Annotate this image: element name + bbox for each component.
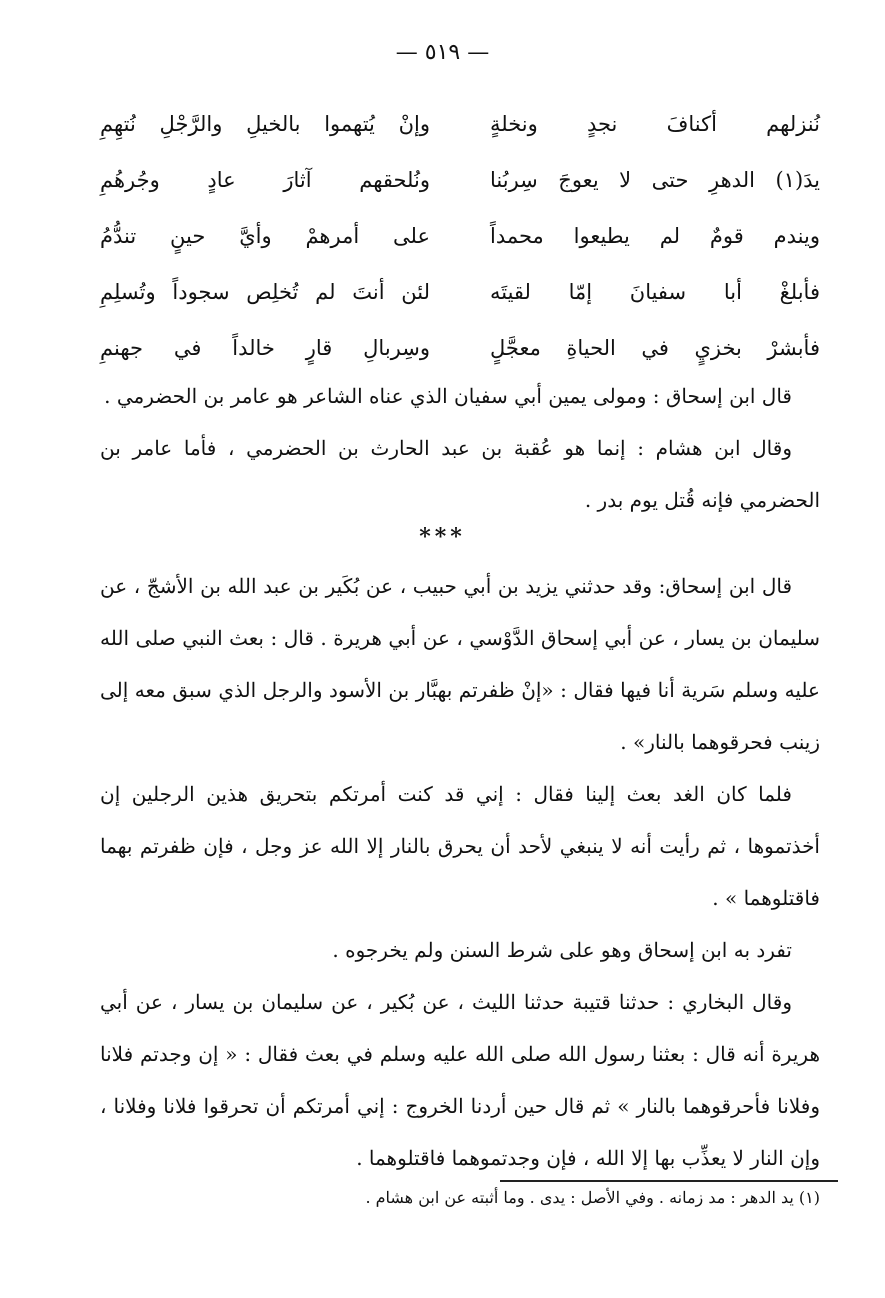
paragraph-next-day: فلما كان الغد بعث إلينا فقال : إني قد كنت أمرتكم بتحريق هذين الرجلين إن أخذتموها ، ثم رأيت أنه لا ينبغي لأحد أن يحرق بالنار إلا الله عز وجل ، فإن ظفرتم بهما فاقتلوهما » . <box>100 782 820 910</box>
verse-second-hemistich: لئن أنتَ لم تُخلِص سجوداً وتُسلِمِ <box>100 280 430 304</box>
verse-line <box>100 96 820 152</box>
section-separator: *** <box>419 524 466 550</box>
verse-first-hemistich: فأبلغْ أبا سفيانَ إمّا لقيتَه <box>490 280 820 304</box>
verse-first-hemistich: ويندم قومٌ لم يطيعوا محمداً <box>490 224 820 248</box>
footnote-divider <box>500 1180 838 1182</box>
verse-second-hemistich: ونُلحقهم آثارَ عادٍ وجُرهُمِ <box>100 168 430 192</box>
verse-line <box>100 320 820 376</box>
verse-first-hemistich: فأبشرْ بخزيٍ في الحياةِ معجَّلٍ <box>490 336 820 360</box>
verse-line <box>100 208 820 264</box>
paragraph-ibn-hisham-note: وقال ابن هشام : إنما هو عُقبة بن عبد الحارث بن الحضرمي ، فأما عامر بن الحضرمي فإنه قُتل يوم بدر . <box>100 436 820 512</box>
paragraph-ibn-ishaq-note: قال ابن إسحاق : ومولى يمين أبي سفيان الذي عناه الشاعر هو عامر بن الحضرمي . <box>104 384 792 408</box>
verse-line <box>100 152 820 208</box>
paragraph-tafarrud: تفرد به ابن إسحاق وهو على شرط السنن ولم يخرجوه . <box>332 938 792 962</box>
verse-first-hemistich: نُنزلهم أكنافَ نجدٍ ونخلةٍ <box>490 112 820 136</box>
footnote: (١) يد الدهر : مد زمانه . وفي الأصل : يدى . وما أثبته عن ابن هشام . <box>365 1188 820 1207</box>
verse-first-hemistich: يدَ(١) الدهرِ حتى لا يعوجَ سِربُنا <box>490 168 820 192</box>
prose-bottom <box>100 560 820 1184</box>
poem-verses <box>100 96 820 376</box>
verse-line <box>100 264 820 320</box>
verse-second-hemistich: وسِربالِ قارٍ خالداً في جهنمِ <box>100 336 430 360</box>
verse-second-hemistich: وإنْ يُتهموا بالخيلِ والرَّجْلِ نُتهِمِ <box>100 112 430 136</box>
paragraph-bukhari: وقال البخاري : حدثنا قتيبة حدثنا الليث ، عن بُكير ، عن سليمان بن يسار ، عن أبي هريرة أنه قال : بعثنا رسول الله صلى الله عليه وسلم في بعث فقال : « إن وجدتم فلانا وفلانا فأحرقوهما بالنار » ثم قال حين أردنا الخروج : إني أمرتكم أن تحرقوا فلانا وفلانا ، وإن النار لا يعذِّب بها إلا الله ، فإن وجدتموهما فاقتلوهما . <box>100 990 820 1170</box>
verse-second-hemistich: على أمرهمْ وأيَّ حينٍ تندُّمُ <box>100 224 430 248</box>
page-number: — ٥١٩ — <box>395 40 490 65</box>
prose-top <box>100 370 820 526</box>
paragraph-hadith-ibn-ishaq: قال ابن إسحاق: وقد حدثني يزيد بن أبي حبيب ، عن بُكَير بن عبد الله بن الأشجّ ، عن سليمان بن يسار ، عن أبي إسحاق الدَّوْسي ، عن أبي هريرة . قال : بعث النبي صلى الله عليه وسلم سَرية أنا فيها فقال : «إنْ ظفرتم بهبَّار بن الأسود والرجل الذي سبق معه إلى زينب فحرقوهما بالنار» . <box>100 574 820 754</box>
